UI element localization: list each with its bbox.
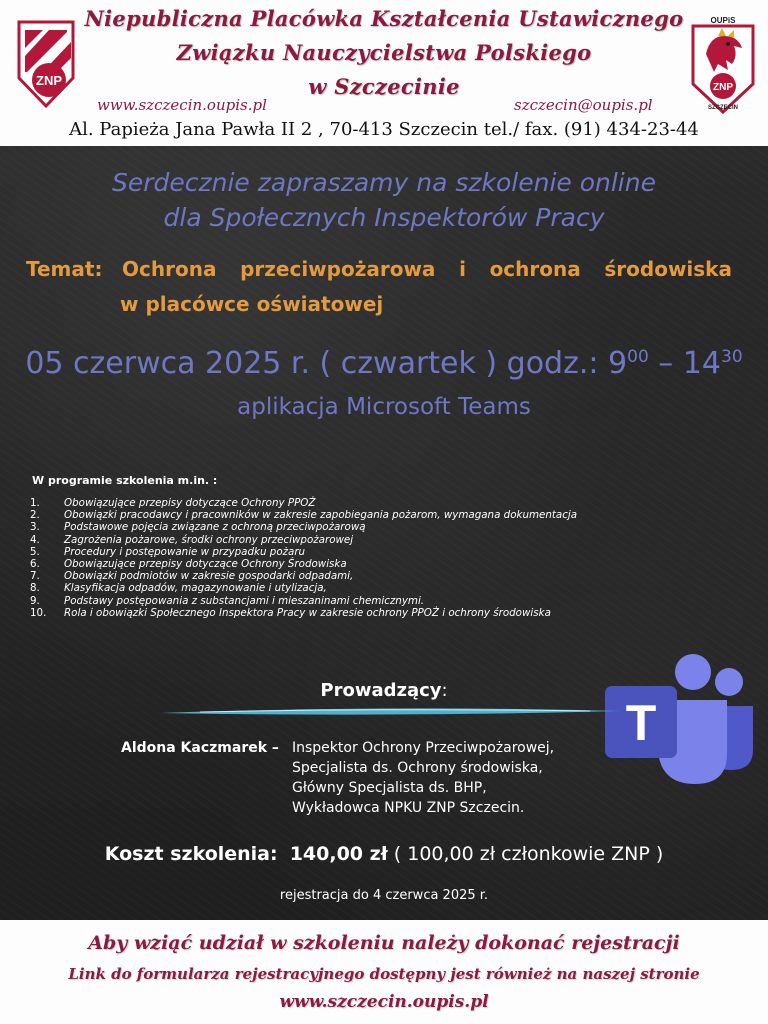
svg-text:SZCZECIN: SZCZECIN [708,105,738,111]
lecturer-heading: Prowadzący: [320,680,448,701]
list-item: 6. Obowiązujące przepisy dotyczące Ochrony Środowiska [30,558,347,571]
footer [0,920,768,1024]
oupis-logo [688,14,758,118]
header [0,0,768,146]
lecturer-name: Aldona Kaczmarek – [121,740,279,756]
chalkboard-panel [0,146,768,920]
registration-deadline: rejestracja do 4 czerwca 2025 r. [279,888,489,903]
list-item: 9. Podstawy postępowania z substancjami i mieszaninami chemicznymi. [30,594,425,607]
cost-line: Koszt szkolenia: 140,00 zł ( 100,00 zł członkowie ZNP ) [104,843,664,865]
list-item: 3. Podstawowe pojęcia związane z ochroną przeciwpożarową [30,521,366,534]
lecturer-role: Główny Specjalista ds. BHP, [292,780,487,796]
topic-word: środowiska [604,257,732,281]
list-item: 8. Klasyfikacja odpadów, magazynowanie i utylizacja, [30,582,327,595]
email-link[interactable]: szczecin@oupis.pl [514,96,653,114]
svg-text:ZNP: ZNP [713,82,733,93]
program-list [30,497,577,619]
list-item: 2. Obowiązki pracodawcy i pracowników w zakresie zapobiegania pożarom, wymagana dokumentacja [30,509,578,522]
list-item: 10. Rola i obowiązki Społecznego Inspektora Pracy w zakresie ochrony PPOŻ i ochrony środowiska [30,606,551,619]
microsoft-teams-icon [605,654,753,790]
platform-line: aplikacja Microsoft Teams [237,394,531,420]
svg-text:ZNP: ZNP [36,73,62,88]
topic-word: Ochrona [122,257,217,281]
header-title-line3: w Szczecinie [308,74,460,99]
lecturer-role: Wykładowca NPKU ZNP Szczecin. [292,800,525,816]
date-time-line: 05 czerwca 2025 r. ( czwartek ) godz.: $9^{00} - 14^{30}$ [25,346,743,381]
header-title-line2: Związku Nauczycielstwa Polskiego [176,40,592,65]
decorative-swoosh [160,704,620,723]
topic-label: Temat: [26,257,103,281]
lecturer-role: Inspektor Ochrony Przeciwpożarowej, [292,740,555,756]
topic-word: i [459,257,466,281]
list-item: 1. Obowiązujące przepisy dotyczące Ochrony PPOŻ [30,497,316,509]
footer-line2: Link do formularza rejestracyjnego dostępny jest również na naszej stronie [68,965,700,983]
znp-logo [13,18,79,114]
invitation-line1: Serdecznie zapraszamy na szkolenie online [112,168,656,197]
footer-line1: Aby wziąć udział w szkoleniu należy dokonać rejestracji [88,932,680,954]
svg-text:T: T [625,695,657,751]
program-title: W programie szkolenia m.in. : [32,474,218,487]
list-item: 4. Zagrożenia pożarowe, środki ochrony przeciwpożarowej [30,533,354,546]
lecturer-role: Specjalista ds. Ochrony środowiska, [292,760,543,776]
topic-line1 [122,257,732,281]
topic-line2: w placówce oświatowej [120,292,384,316]
address-line: Al. Papieża Jana Pawła II 2 , 70-413 Szczecin tel./ fax. (91) 434-23-44 [69,119,699,140]
website-link[interactable]: www.szczecin.oupis.pl [97,96,267,114]
footer-website-link[interactable]: www.szczecin.oupis.pl [279,992,489,1012]
header-title-line1: Niepubliczna Placówka Kształcenia Ustawicznego [84,6,684,31]
topic-word: przeciwpożarowa [240,257,436,281]
list-item: 7. Obowiązki podmiotów w zakresie gospodarki odpadami, [30,570,354,583]
invitation-line2: dla Społecznych Inspektorów Pracy [163,203,605,232]
svg-text:OUPiS: OUPiS [710,16,736,25]
list-item: 5. Procedury i postępowanie w przypadku pożaru [30,545,306,558]
topic-word: ochrona [489,257,581,281]
